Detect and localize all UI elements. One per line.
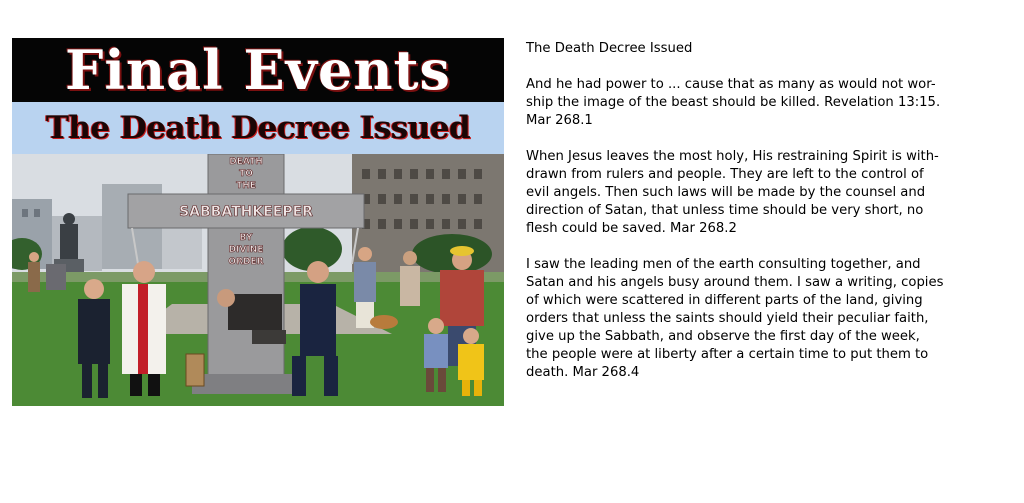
article-paragraph-3: I saw the leading men of the earth consulting together, and Satan and his angels busy around them. I saw a writing, copies of which were scattered in different parts of the land, giving orders that unless the saints should yield their peculiar faith, give up the Sabbath, and observe the first day of the week, the people were at liberty after a certain time to put them to death. Mar 268.4	[526, 257, 944, 380]
cross-line-1: TO	[239, 169, 253, 179]
poster-image	[12, 38, 504, 406]
cross-line-2: THE	[236, 181, 256, 191]
article-heading: The Death Decree Issued	[526, 41, 693, 56]
article	[526, 40, 966, 400]
article-paragraph-1: And he had power to ... cause that as many as would not wor- ship the image of the beast should be killed. Revelation 13:15. Mar 268.1	[526, 77, 941, 128]
poster-scene	[12, 154, 504, 406]
poster-subtitle: The Death Decree Issued	[12, 102, 504, 154]
cross-line-0: DEATH	[229, 157, 263, 167]
article-paragraph-2: When Jesus leaves the most holy, His restraining Spirit is with- drawn from rulers and people. They are left to the control of evil angels. Then such laws will be made by the counsel and direction of Satan, that unless time should be very short, no flesh could be saved. Mar 268.2	[526, 149, 939, 236]
cross-line-3: SABBATHKEEPER	[179, 204, 313, 220]
cross-line-5: DIVINE	[228, 245, 264, 255]
cross-line-4: BY	[239, 233, 253, 243]
cross-line-6: ORDER	[228, 257, 264, 267]
scene-illustration	[12, 154, 504, 406]
poster-title: Final Events	[12, 38, 504, 102]
